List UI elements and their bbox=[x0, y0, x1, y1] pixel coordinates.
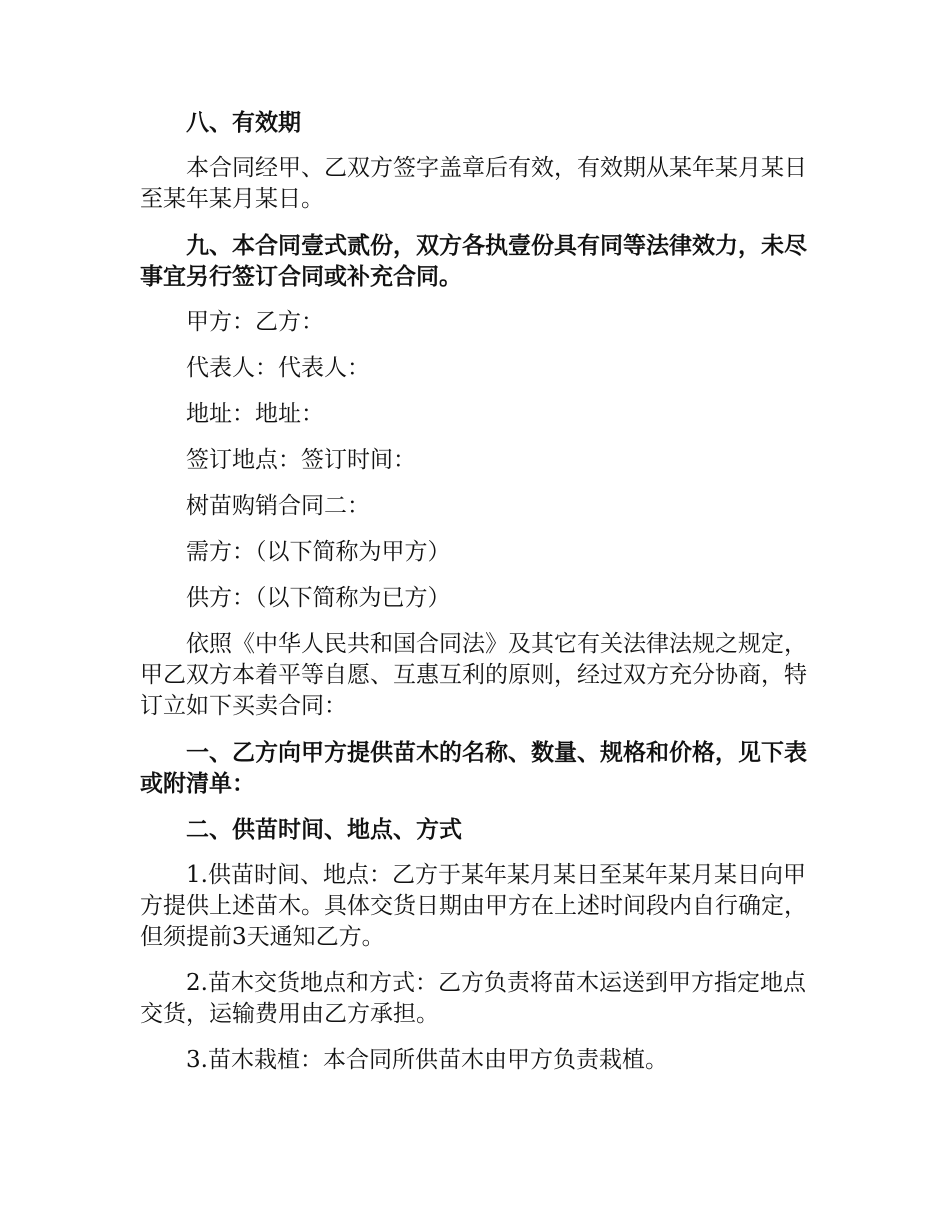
signature-address-line: 地址：地址： bbox=[186, 401, 324, 427]
signature-place-time-line: 签订地点：签订时间： bbox=[186, 447, 416, 473]
contract-two-title: 树苗购销合同二： bbox=[186, 493, 370, 519]
signature-party-line: 甲方：乙方： bbox=[186, 309, 324, 335]
section-heading-supply-time-place: 二、供苗时间、地点、方式 bbox=[186, 816, 462, 843]
document-body bbox=[140, 107, 812, 1091]
section-heading-copies: 九、本合同壹式贰份，双方各执壹份具有同等法律效力，未尽事宜另行签订合同或补充合同。 bbox=[140, 232, 807, 290]
clause-supply-time: 1.供苗时间、地点：乙方于某年某月某日至某年某月某日向甲方提供上述苗木。具体交货日期由甲方在上述时间段内自行确定，但须提前3天通知乙方。 bbox=[140, 862, 807, 950]
supplier-line: 供方：（以下简称为已方） bbox=[186, 585, 451, 611]
buyer-line: 需方：（以下简称为甲方） bbox=[186, 539, 451, 565]
section-heading-validity: 八、有效期 bbox=[186, 109, 301, 136]
clause-delivery-method: 2.苗木交货地点和方式：乙方负责将苗木运送到甲方指定地点交货，运输费用由乙方承担。 bbox=[140, 970, 806, 1027]
signature-representative-line: 代表人：代表人： bbox=[186, 355, 370, 381]
paragraph-legal-basis: 依照《中华人民共和国合同法》及其它有关法律法规之规定，甲乙双方本着平等自愿、互惠互利的原则，经过双方充分协商，特订立如下买卖合同： bbox=[140, 631, 807, 719]
section-heading-supply-items: 一、乙方向甲方提供苗木的名称、数量、规格和价格，见下表或附清单： bbox=[140, 739, 807, 797]
paragraph-validity-terms: 本合同经甲、乙双方签字盖章后有效，有效期从某年某月某日至某年某月某日。 bbox=[140, 155, 807, 212]
clause-planting: 3.苗木栽植：本合同所供苗木由甲方负责栽植。 bbox=[186, 1047, 668, 1073]
